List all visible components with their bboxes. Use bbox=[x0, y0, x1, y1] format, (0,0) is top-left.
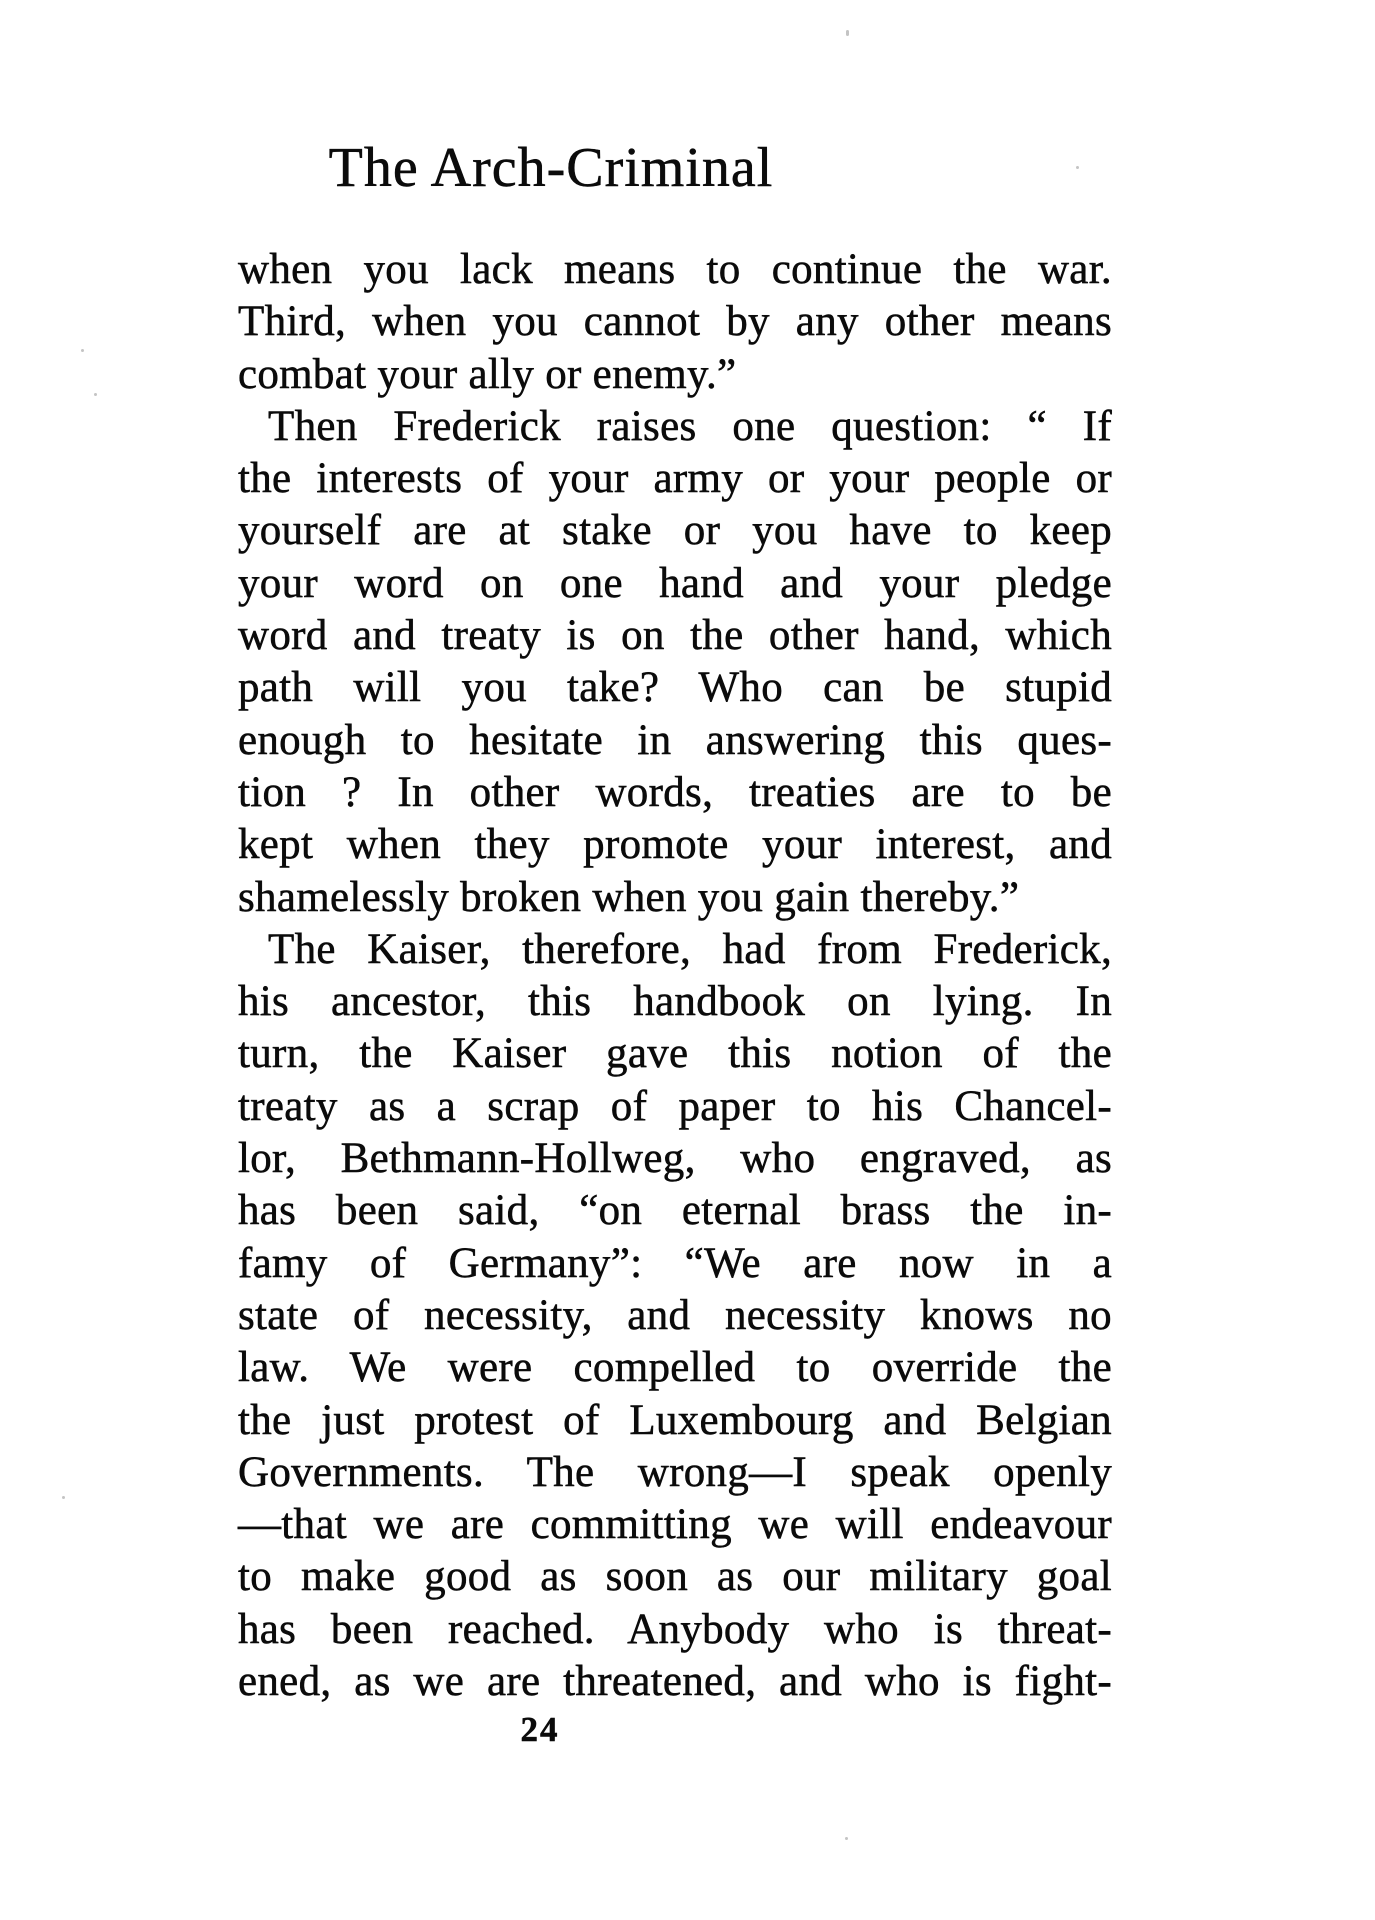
text-line: famy of Germany”: “We are now in a bbox=[238, 1239, 1112, 1287]
text-line: the interests of your army or your people or bbox=[238, 455, 1112, 503]
text-block bbox=[238, 244, 1112, 1708]
scan-speck bbox=[1076, 166, 1079, 169]
scan-speck bbox=[94, 393, 97, 396]
text-line: when you lack means to continue the war. bbox=[238, 246, 1112, 293]
text-line: kept when they promote your interest, and bbox=[238, 821, 1112, 869]
text-line: word and treaty is on the other hand, which bbox=[238, 612, 1112, 660]
text-line: his ancestor, this handbook on lying. In bbox=[238, 978, 1112, 1026]
text-line: combat your ally or enemy.” bbox=[238, 350, 737, 398]
page-number: 24 bbox=[520, 1710, 560, 1749]
text-line: tion ? In other words, treaties are to be bbox=[238, 768, 1112, 816]
scan-speck bbox=[846, 30, 849, 36]
text-line: yourself are at stake or you have to keep bbox=[238, 507, 1112, 555]
text-line: Third, when you cannot by any other means bbox=[238, 298, 1112, 346]
text-line: —that we are committing we will endeavour bbox=[238, 1501, 1112, 1549]
text-line: state of necessity, and necessity knows no bbox=[238, 1291, 1112, 1339]
text-line: Then Frederick raises one question: “ If bbox=[268, 402, 1112, 450]
text-line: turn, the Kaiser gave this notion of the bbox=[238, 1030, 1112, 1078]
text-line: your word on one hand and your pledge bbox=[238, 559, 1112, 607]
text-line: Governments. The wrong—I speak openly bbox=[238, 1448, 1112, 1496]
scan-speck bbox=[81, 349, 84, 352]
text-line: shamelessly broken when you gain thereby.” bbox=[238, 873, 1020, 921]
text-line: has been said, “on eternal brass the in- bbox=[238, 1187, 1112, 1235]
scan-speck bbox=[845, 1837, 848, 1840]
text-line: enough to hesitate in answering this ques- bbox=[238, 716, 1112, 764]
text-line: to make good as soon as our military goal bbox=[238, 1553, 1112, 1601]
text-line: ened, as we are threatened, and who is fight- bbox=[238, 1658, 1112, 1706]
text-line: treaty as a scrap of paper to his Chancel- bbox=[238, 1082, 1112, 1130]
text-line: path will you take? Who can be stupid bbox=[238, 664, 1112, 712]
text-line: has been reached. Anybody who is threat- bbox=[238, 1605, 1112, 1653]
scan-speck bbox=[62, 1496, 65, 1499]
text-line: law. We were compelled to override the bbox=[238, 1344, 1112, 1392]
text-line: The Kaiser, therefore, had from Frederick, bbox=[268, 925, 1112, 973]
text-line: lor, Bethmann-Hollweg, who engraved, as bbox=[238, 1135, 1112, 1183]
text-line: the just protest of Luxembourg and Belgian bbox=[238, 1396, 1112, 1444]
page-title: The Arch-Criminal bbox=[328, 137, 774, 199]
